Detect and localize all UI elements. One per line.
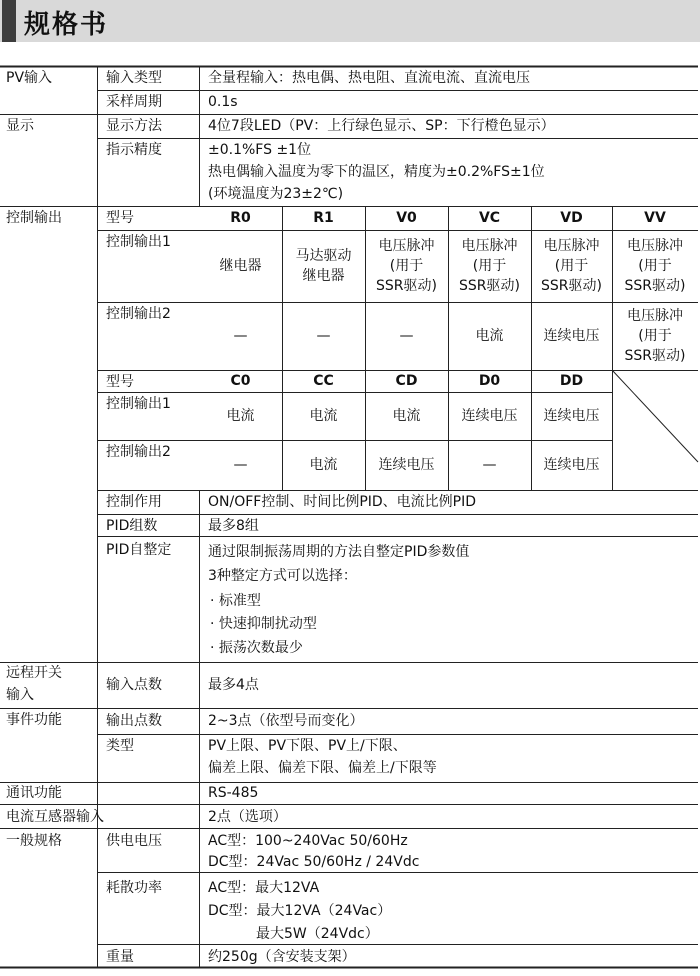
input-type-label: 输入类型 bbox=[106, 70, 162, 86]
output2-label-a: 控制输出2 bbox=[106, 306, 171, 322]
autotune-line1: 通过限制振荡周期的方法自整定PID参数值 bbox=[208, 544, 470, 560]
event-type-label: 类型 bbox=[106, 738, 134, 754]
cell-models-a-4: VD bbox=[560, 210, 583, 226]
cell-out1-a-1: 马达驱动 继电器 bbox=[295, 248, 352, 284]
cell-out1-b-4: 连续电压 bbox=[543, 408, 600, 424]
accuracy-line3: (环境温度为23±2℃) bbox=[208, 186, 344, 202]
output2-label-b: 控制输出2 bbox=[106, 444, 171, 460]
cell-models-b-1: CC bbox=[313, 373, 334, 389]
ct-input-value: 2点（选项） bbox=[208, 809, 287, 825]
cell-models-b-0: C0 bbox=[230, 373, 251, 389]
cell-out2-b-1: 电流 bbox=[309, 457, 338, 473]
cell-out2-a-4: 连续电压 bbox=[543, 328, 600, 344]
control-action-value: ON/OFF控制、时间比例PID、电流比例PID bbox=[208, 494, 477, 510]
sampling-value: 0.1s bbox=[208, 94, 238, 110]
accuracy-line1: ±0.1%FS ±1位 bbox=[208, 142, 312, 158]
cell-out1-a-4: 电压脉冲 (用于 SSR驱动) bbox=[541, 238, 602, 294]
output1-label-a: 控制输出1 bbox=[106, 234, 171, 250]
cell-models-b-4: DD bbox=[559, 373, 584, 389]
sampling-label: 采样周期 bbox=[106, 94, 162, 110]
cell-models-a-0: R0 bbox=[230, 210, 251, 226]
cell-out1-b-1: 电流 bbox=[309, 408, 338, 424]
cell-out2-b-0: — bbox=[233, 457, 248, 473]
section-remote-switch-line2: 输入 bbox=[6, 687, 34, 703]
section-remote-switch-line1: 远程开关 bbox=[6, 665, 62, 681]
cell-models-b-2: CD bbox=[395, 373, 418, 389]
remote-points-value: 最多4点 bbox=[208, 677, 259, 693]
cell-models-a-3: VC bbox=[478, 210, 501, 226]
supply-voltage-label: 供电电压 bbox=[106, 833, 162, 849]
power-label: 耗散功率 bbox=[106, 880, 162, 896]
accuracy-line2: 热电偶输入温度为零下的温区，精度为±0.2%FS±1位 bbox=[208, 164, 545, 180]
accuracy-label: 指示精度 bbox=[106, 142, 162, 158]
autotune-line2: 3种整定方式可以选择： bbox=[208, 568, 357, 584]
input-type-value: 全量程输入：热电偶、热电阻、直流电流、直流电压 bbox=[208, 70, 530, 86]
model-label-a: 型号 bbox=[106, 210, 134, 226]
power-ac: AC型：最大12VA bbox=[208, 880, 320, 896]
supply-dc: DC型：24Vac 50/60Hz / 24Vdc bbox=[208, 854, 420, 870]
cell-out2-a-2: — bbox=[399, 328, 414, 344]
cell-out1-b-2: 电流 bbox=[392, 408, 421, 424]
section-control-output: 控制输出 bbox=[6, 210, 62, 226]
event-type-line2: 偏差上限、偏差下限、偏差上/下限等 bbox=[208, 760, 437, 776]
cell-models-a-2: V0 bbox=[396, 210, 417, 226]
cell-out2-b-4: 连续电压 bbox=[543, 457, 600, 473]
display-method-label: 显示方法 bbox=[106, 118, 162, 134]
power-dc2: 最大5W（24Vdc） bbox=[256, 926, 379, 942]
cell-out1-a-3: 电压脉冲 (用于 SSR驱动) bbox=[459, 238, 520, 294]
section-general: 一般规格 bbox=[6, 833, 62, 849]
section-display: 显示 bbox=[6, 118, 34, 134]
communication-value: RS-485 bbox=[208, 785, 259, 801]
pid-groups-label: PID组数 bbox=[106, 518, 158, 534]
section-communication: 通讯功能 bbox=[6, 785, 62, 801]
supply-ac: AC型：100~240Vac 50/60Hz bbox=[208, 833, 408, 849]
cell-out1-b-3: 连续电压 bbox=[461, 408, 518, 424]
control-action-label: 控制作用 bbox=[106, 494, 162, 510]
autotune-label: PID自整定 bbox=[106, 542, 172, 558]
section-ct-input: 电流互感器输入 bbox=[6, 809, 104, 825]
cell-out2-b-3: — bbox=[482, 457, 497, 473]
weight-value: 约250g（含安装支架） bbox=[208, 949, 356, 965]
cell-out1-a-5: 电压脉冲 (用于 SSR驱动) bbox=[624, 238, 686, 294]
output1-label-b: 控制输出1 bbox=[106, 396, 171, 412]
cell-out1-a-2: 电压脉冲 (用于 SSR驱动) bbox=[376, 238, 437, 294]
event-points-label: 输出点数 bbox=[106, 713, 162, 729]
autotune-option-fast: · 快速抑制扰动型 bbox=[210, 616, 317, 632]
model-label-b: 型号 bbox=[106, 374, 134, 390]
cell-out2-a-0: — bbox=[233, 328, 248, 344]
display-method-value: 4位7段LED（PV：上行绿色显示、SP：下行橙色显示） bbox=[208, 118, 555, 134]
power-dc1: DC型：最大12VA（24Vac） bbox=[208, 903, 392, 919]
cell-out1-a-0: 继电器 bbox=[219, 258, 262, 274]
page-title: 规格书 bbox=[24, 10, 109, 40]
cell-models-a-1: R1 bbox=[313, 210, 334, 226]
cell-models-b-3: D0 bbox=[478, 373, 501, 389]
cell-out2-a-5: 电压脉冲 (用于 SSR驱动) bbox=[624, 308, 686, 364]
event-type-line1: PV上限、PV下限、PV上/下限、 bbox=[208, 738, 407, 754]
cell-out2-b-2: 连续电压 bbox=[378, 457, 435, 473]
pid-groups-value: 最多8组 bbox=[208, 518, 259, 534]
cell-models-a-5: VV bbox=[644, 210, 666, 226]
event-points-value: 2~3点（依型号而变化） bbox=[208, 713, 364, 729]
section-pv-input: PV输入 bbox=[6, 70, 53, 86]
autotune-option-standard: · 标准型 bbox=[210, 593, 261, 609]
cell-out2-a-1: — bbox=[316, 328, 331, 344]
autotune-option-min-oscillation: · 振荡次数最少 bbox=[210, 640, 303, 656]
weight-label: 重量 bbox=[106, 949, 134, 965]
cell-out1-b-0: 电流 bbox=[226, 408, 255, 424]
section-event: 事件功能 bbox=[6, 712, 62, 728]
remote-points-label: 输入点数 bbox=[106, 677, 162, 693]
cell-out2-a-3: 电流 bbox=[475, 328, 504, 344]
